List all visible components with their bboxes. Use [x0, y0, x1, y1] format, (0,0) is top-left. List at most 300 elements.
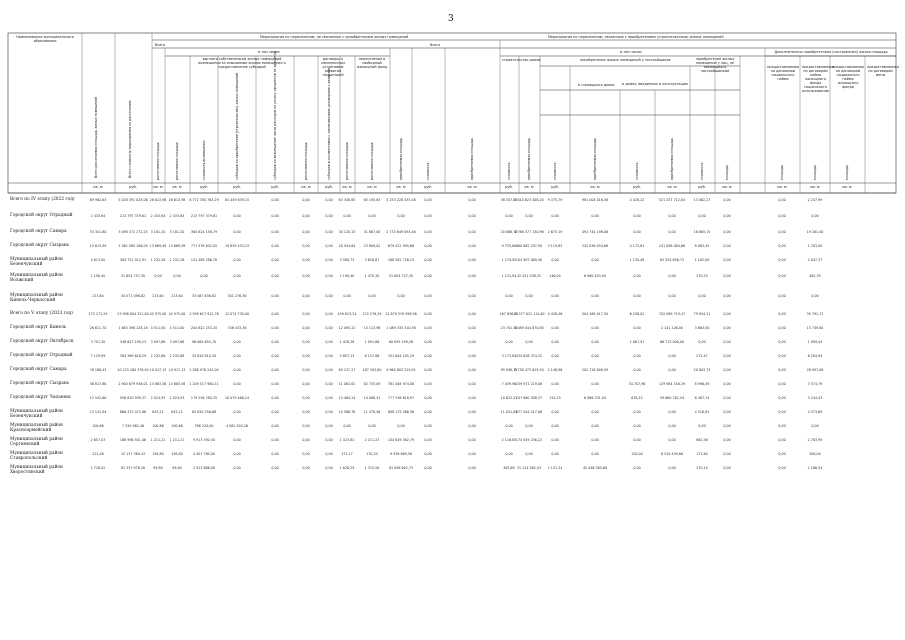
vertical-header: площадь: [780, 164, 784, 180]
table-cell: 0,00: [468, 382, 476, 386]
table-cell: 4 511,00: [150, 326, 166, 330]
table-cell: 0,00: [525, 294, 533, 298]
table-cell: 82 753,09: [363, 382, 381, 386]
vertical-header: расселяемая площадь: [345, 142, 349, 180]
table-cell: 0,00: [723, 312, 731, 316]
unit-cell: кв. м: [93, 185, 103, 189]
table-cell: 0,00: [233, 438, 241, 442]
table-cell: 100,66: [152, 424, 164, 428]
table-cell: 862,56: [696, 438, 708, 442]
table-cell: 0,00: [778, 258, 786, 262]
table-cell: 0,00: [368, 214, 376, 218]
table-cell: 679 422 995,66: [387, 244, 415, 248]
table-cell: 38 557,82: [500, 198, 518, 202]
header-in-built: в строящихся домах: [578, 83, 615, 87]
header-construction: строительство домов: [502, 58, 541, 62]
vertical-header: стоимость: [507, 162, 511, 180]
table-cell: 9 964 803 229,01: [386, 368, 416, 372]
table-cell: 1 323,82: [339, 438, 355, 442]
vertical-header: стоимость: [426, 162, 430, 180]
table-cell: 10 566,78: [338, 410, 356, 414]
table-cell: 0,00: [468, 368, 476, 372]
unit-cell: кв. м: [590, 185, 600, 189]
table-cell: 242 836 054,66: [581, 244, 609, 248]
unit-cell: кв. м: [367, 185, 377, 189]
page-number: 3: [448, 14, 454, 24]
row-label: Городской округ Чапаевск: [10, 395, 71, 400]
table-cell: 1 726,02: [90, 466, 106, 470]
vertical-header: площадь: [845, 164, 849, 180]
table-cell: 0,00: [325, 466, 333, 470]
table-cell: 10 917,13: [168, 368, 186, 372]
table-cell: 213 797 379,61: [190, 214, 218, 218]
table-cell: 459 613,24: [337, 312, 357, 316]
table-cell: 0,00: [468, 466, 476, 470]
table-cell: 0,00: [778, 214, 786, 218]
table-cell: 0,00: [633, 294, 641, 298]
table-cell: 2 148,98: [547, 368, 563, 372]
table-cell: 1 209 517 980,11: [189, 382, 219, 386]
table-cell: 643,21: [152, 410, 164, 414]
table-cell: 0,00: [468, 312, 476, 316]
table-cell: 124,25: [549, 396, 561, 400]
table-cell: 0,00: [778, 326, 786, 330]
table-cell: 0,00: [271, 354, 279, 358]
table-cell: 0,00: [778, 410, 786, 414]
table-cell: 0,00: [723, 294, 731, 298]
table-cell: 8 510 439,86: [660, 452, 684, 456]
table-cell: 12 074 730,00: [224, 312, 250, 316]
unit-cell: кв. м: [467, 185, 477, 189]
header-group-not-related: Мероприятия по переселению, не связанные с приобретением жилых помещений: [260, 35, 409, 39]
table-cell: 42 975,00: [149, 312, 167, 316]
table-cell: 213,64: [92, 294, 104, 298]
table-cell: 0,00: [723, 354, 731, 358]
table-cell: 0,00: [811, 294, 819, 298]
table-cell: 171,64: [696, 452, 708, 456]
table-cell: 33 487 638,82: [191, 294, 217, 298]
row-label: Муниципальный район Кинель-Черкасский: [10, 293, 63, 303]
table-cell: 0,00: [633, 368, 641, 372]
table-cell: 3 097,66: [169, 340, 185, 344]
table-cell: 170,34: [366, 452, 378, 456]
table-cell: 877 444 417,06: [515, 410, 543, 414]
table-cell: 0,00: [233, 340, 241, 344]
table-cell: 808 175 266,56: [387, 410, 415, 414]
table-cell: 84 459 639,15: [224, 198, 250, 202]
table-cell: 79 954,11: [693, 312, 711, 316]
table-cell: 51 654 757,30: [388, 274, 414, 278]
table-cell: 0,00: [591, 438, 599, 442]
table-cell: 0,00: [325, 396, 333, 400]
unit-cell: руб.: [200, 185, 208, 189]
header-add-other: предоставляемая по договорам найма жилищного фонда социального использования: [802, 65, 834, 93]
row-label: Городской округ Сызрань: [10, 243, 70, 248]
table-cell: 0,00: [424, 354, 432, 358]
unit-cell: кв. м: [777, 185, 787, 189]
table-cell: 0,00: [633, 410, 641, 414]
table-cell: 4 428,46: [547, 312, 563, 316]
table-cell: 0,00: [325, 198, 333, 202]
table-cell: 0,00: [723, 382, 731, 386]
table-cell: 3 098 472 272,25: [118, 230, 148, 234]
vertical-header: приобретаемая площадь: [670, 137, 674, 180]
table-cell: 3 119,82: [547, 244, 563, 248]
table-cell: 4 516,81: [694, 410, 710, 414]
table-cell: 0,00: [633, 354, 641, 358]
table-cell: 0,00: [233, 466, 241, 470]
table-cell: 18 685,15: [693, 230, 711, 234]
table-cell: 0,00: [325, 340, 333, 344]
table-cell: 384 369 616,29: [119, 354, 147, 358]
table-cell: 0,00: [723, 340, 731, 344]
vertical-header: стоимость возмещения: [202, 140, 206, 180]
table-cell: 0,00: [302, 396, 310, 400]
vertical-header: приобретаемая площадь: [470, 137, 474, 180]
table-cell: 1 703,00: [807, 244, 823, 248]
table-cell: 0,00: [233, 230, 241, 234]
table-cell: 0,00: [698, 294, 706, 298]
table-cell: 0,00: [302, 424, 310, 428]
table-cell: 0,00: [591, 452, 599, 456]
table-cell: 0,00: [468, 396, 476, 400]
table-cell: 39 791,17: [806, 312, 824, 316]
table-cell: 15 542,60: [89, 396, 107, 400]
table-cell: 0,00: [302, 294, 310, 298]
table-cell: 0,00: [723, 452, 731, 456]
table-cell: 0,00: [424, 274, 432, 278]
table-cell: 348 627 199,23: [119, 340, 147, 344]
table-cell: 0,00: [271, 466, 279, 470]
table-cell: 8 083,45: [694, 244, 710, 248]
table-cell: 0,00: [778, 294, 786, 298]
table-cell: 28 997,06: [806, 368, 824, 372]
table-cell: 13 062,27: [693, 198, 711, 202]
table-cell: 0,00: [723, 230, 731, 234]
table-cell: 0,00: [271, 368, 279, 372]
table-cell: 171,17: [341, 452, 353, 456]
table-cell: 3 574,79: [807, 382, 823, 386]
table-cell: 0,00: [271, 198, 279, 202]
unit-cell: кв. м: [810, 185, 820, 189]
table-cell: 2 675,19: [547, 230, 563, 234]
table-cell: 0,00: [397, 294, 405, 298]
table-cell: 0,00: [325, 258, 333, 262]
table-cell: 13 883,56: [149, 382, 167, 386]
table-cell: 11 082,61: [338, 382, 356, 386]
table-cell: 6 986 331,04: [583, 396, 607, 400]
table-cell: 30 120,15: [338, 230, 356, 234]
table-cell: 0,00: [468, 294, 476, 298]
table-cell: 0,00: [591, 424, 599, 428]
table-cell: 186 996 501,06: [119, 438, 147, 442]
table-cell: 65 137,27: [338, 368, 356, 372]
table-cell: 100,66: [171, 424, 183, 428]
table-cell: 20 944,64: [338, 244, 356, 248]
table-cell: 0,00: [271, 396, 279, 400]
table-cell: 9 375,79: [547, 198, 563, 202]
table-cell: 241 856 084,66: [658, 244, 686, 248]
table-cell: 23 998 804 321,00: [117, 312, 149, 316]
table-cell: 0,00: [633, 230, 641, 234]
table-cell: 0,00: [778, 368, 786, 372]
table-cell: 0,00: [325, 294, 333, 298]
table-cell: 0,00: [271, 326, 279, 330]
row-label: Муниципальный район Красноармейский: [10, 423, 63, 433]
table-cell: 0,00: [468, 326, 476, 330]
unit-cell: руб.: [551, 185, 559, 189]
table-cell: 2 116,85: [501, 438, 517, 442]
table-cell: 0,00: [468, 438, 476, 442]
table-cell: 0,00: [811, 424, 819, 428]
table-cell: 0,00: [723, 368, 731, 372]
table-cell: 0,00: [424, 382, 432, 386]
table-cell: 213,64: [171, 294, 183, 298]
table-cell: 0,00: [723, 326, 731, 330]
table-cell: 104 907 069,40: [515, 258, 543, 262]
table-cell: 167 836,31: [499, 312, 519, 316]
row-label: Всего по V этапу (2023 год): [10, 311, 73, 316]
unit-cell: руб.: [633, 185, 641, 189]
table-cell: 6 236,02: [629, 312, 645, 316]
vertical-header: расселяемая площадь: [370, 142, 374, 180]
table-cell: 0,00: [271, 424, 279, 428]
table-cell: 1 315,56: [364, 466, 380, 470]
table-cell: 1 190,40: [339, 274, 355, 278]
table-cell: 0,00: [397, 424, 405, 428]
table-cell: 11 470,46: [363, 410, 381, 414]
unit-cell: кв. м: [842, 185, 852, 189]
header-in-that-number-1: в том числе:: [258, 50, 281, 54]
table-cell: 0,00: [723, 214, 731, 218]
table-cell: 0,00: [233, 410, 241, 414]
table-cell: 0,00: [424, 214, 432, 218]
table-cell: 1 089 335 310,58: [386, 326, 416, 330]
table-cell: 2 783,99: [807, 438, 823, 442]
unit-cell: руб.: [698, 185, 706, 189]
table-cell: 0,00: [302, 340, 310, 344]
table-cell: 26 611,70: [89, 326, 107, 330]
table-cell: 0,00: [343, 294, 351, 298]
table-cell: 213 797 379,61: [119, 214, 147, 218]
table-cell: 0,00: [778, 424, 786, 428]
table-cell: 5 897,13: [339, 354, 355, 358]
table-cell: 0,00: [505, 214, 513, 218]
table-cell: 23 741,38: [500, 326, 518, 330]
table-cell: 0,00: [591, 410, 599, 414]
header-add-fund: предоставляемая по договорам социального найма жилищного фонда: [832, 65, 864, 89]
table-cell: 0,00: [302, 326, 310, 330]
table-cell: 1 232,28: [169, 258, 185, 262]
table-cell: 273 171,29: [88, 312, 108, 316]
table-cell: 0,00: [154, 274, 162, 278]
table-cell: 0,00: [778, 244, 786, 248]
table-cell: 0,00: [424, 424, 432, 428]
table-cell: 2 089 044 870,80: [514, 326, 544, 330]
vertical-header: стоимость: [635, 162, 639, 180]
table-cell: 6 960 443,04: [583, 274, 607, 278]
table-cell: 660 882 297,90: [515, 244, 543, 248]
table-cell: 0,00: [302, 274, 310, 278]
table-cell: 13 749,80: [806, 326, 824, 330]
vertical-header: субсидии в соответствии с заключенными договорами о развитии: [327, 67, 331, 180]
table-cell: 2 232,86: [150, 354, 166, 358]
table-cell: 1 683 398 128,18: [118, 326, 148, 330]
table-cell: 0,00: [325, 274, 333, 278]
table-cell: 0,00: [325, 244, 333, 248]
table-cell: 0,00: [468, 244, 476, 248]
table-cell: 81 337 976,26: [120, 466, 146, 470]
table-cell: 2 733 649 094,46: [386, 230, 416, 234]
table-cell: 0,00: [302, 410, 310, 414]
table-cell: 0,00: [525, 424, 533, 428]
table-cell: 0,00: [668, 230, 676, 234]
table-cell: 0,00: [778, 452, 786, 456]
table-cell: 1 766 377 150,96: [514, 230, 544, 234]
table-cell: 0,00: [551, 424, 559, 428]
table-cell: 129 984 316,29: [658, 382, 686, 386]
table-cell: 0,00: [778, 274, 786, 278]
unit-cell: руб.: [424, 185, 432, 189]
table-cell: 0,00: [424, 326, 432, 330]
table-cell: 1 211,21: [169, 438, 185, 442]
table-cell: 0,00: [368, 294, 376, 298]
table-cell: 0,00: [271, 274, 279, 278]
table-cell: 63 050 356,68: [191, 410, 217, 414]
table-cell: 146,04: [549, 274, 561, 278]
table-cell: 0,00: [302, 438, 310, 442]
table-cell: 0,00: [591, 294, 599, 298]
table-cell: 0,00: [505, 452, 513, 456]
row-label: Городской округ Самара: [10, 229, 67, 234]
table-cell: 0,00: [505, 340, 513, 344]
unit-cell: кв. м: [342, 185, 352, 189]
table-cell: 1 211,21: [150, 438, 166, 442]
table-cell: 10 917,13: [149, 368, 167, 372]
table-cell: 213,64: [152, 294, 164, 298]
unit-cell: руб.: [325, 185, 333, 189]
unit-cell: руб.: [233, 185, 241, 189]
table-cell: 3 173,84: [501, 354, 517, 358]
table-cell: 7 330 962,46: [121, 424, 145, 428]
table-cell: 8 996,49: [694, 382, 710, 386]
vertical-header: приобретаемая площадь: [527, 137, 531, 180]
table-cell: 0,00: [271, 438, 279, 442]
table-cell: 491 744 196,06: [581, 230, 609, 234]
table-cell: 3 663,00: [694, 326, 710, 330]
table-cell: 0,00: [325, 230, 333, 234]
table-cell: 13 669,99: [168, 244, 186, 248]
table-cell: 0,00: [505, 294, 513, 298]
table-cell: 0,00: [551, 326, 559, 330]
table-cell: 42 975,00: [168, 312, 186, 316]
table-cell: 65 195,63: [363, 198, 381, 202]
table-cell: 2 657,03: [90, 438, 106, 442]
table-cell: 0,00: [468, 410, 476, 414]
table-cell: 36 617,88: [89, 382, 107, 386]
table-cell: 0,00: [325, 368, 333, 372]
table-cell: 0,00: [343, 214, 351, 218]
table-cell: 0,00: [551, 354, 559, 358]
table-cell: 0,00: [723, 424, 731, 428]
table-cell: 0,00: [468, 340, 476, 344]
table-cell: 0,00: [591, 340, 599, 344]
header-total-cost: Всего стоимость мероприятия по расселению: [128, 100, 132, 178]
table-cell: 1 190,40: [90, 274, 106, 278]
table-cell: 786 220,00: [194, 424, 214, 428]
table-cell: 3 810 623 408,20: [514, 198, 544, 202]
table-cell: 66 713 000,00: [659, 340, 685, 344]
table-cell: 81 096 602,73: [388, 466, 414, 470]
table-cell: 15 137 360,43: [120, 452, 146, 456]
table-cell: 1 232,28: [150, 258, 166, 262]
table-cell: 1 130,48: [629, 258, 645, 262]
table-cell: 187 303,80: [362, 368, 382, 372]
table-cell: 20 803,73: [693, 368, 711, 372]
table-cell: 7 129,99: [90, 354, 106, 358]
table-cell: 706 433,38: [227, 326, 247, 330]
unit-cell: кв. м: [667, 185, 677, 189]
table-cell: 0,00: [271, 410, 279, 414]
row-label: Городской округ Сызрань: [10, 381, 70, 386]
row-label: Муниципальный район Безенчукский: [10, 257, 63, 267]
table-cell: 0,00: [591, 326, 599, 330]
unit-cell: кв. м: [396, 185, 406, 189]
table-cell: 521 257 712,84: [658, 198, 686, 202]
table-cell: 1 470,30: [364, 274, 380, 278]
table-cell: 0,00: [233, 354, 241, 358]
table-cell: 1 091,66: [364, 340, 380, 344]
table-cell: 0,00: [698, 340, 706, 344]
table-cell: 1 131,94: [501, 274, 517, 278]
table-cell: 0,00: [302, 312, 310, 316]
table-cell: 3 097,66: [150, 340, 166, 344]
table-cell: 0,00: [468, 198, 476, 202]
table-cell: 0,00: [424, 452, 432, 456]
table-cell: 2 913 886,00: [192, 466, 216, 470]
table-cell: 8 772 350 764,29: [189, 198, 219, 202]
table-cell: 0,00: [468, 424, 476, 428]
table-cell: 60 095 199,26: [388, 340, 414, 344]
table-cell: 272 276,29: [362, 312, 382, 316]
table-cell: 239 971 219,06: [515, 382, 543, 386]
table-cell: 747 660 308,37: [515, 396, 543, 400]
vertical-header: субсидии на приобретение (строительство) жилых помещений: [235, 72, 239, 180]
table-cell: 461,35: [809, 274, 821, 278]
table-cell: 9 735,60: [501, 244, 517, 248]
table-cell: 5 028 391 028,06: [118, 198, 148, 202]
row-label: Городской округ Кинель: [10, 325, 67, 330]
table-cell: 3 580,72: [339, 258, 355, 262]
table-cell: 777 536 618,97: [387, 396, 415, 400]
row-label: Городской округ Отрадный: [10, 213, 73, 218]
table-cell: 3 701,30: [90, 340, 106, 344]
table-cell: 2 047,37: [807, 258, 823, 262]
table-cell: 0,00: [551, 438, 559, 442]
table-cell: 8 736 473 829,50: [514, 368, 544, 372]
vertical-header: стоимость: [700, 162, 704, 180]
table-cell: 0,00: [633, 466, 641, 470]
header-free-fund: переселение в свободный жилищный фонд: [356, 57, 388, 69]
table-cell: 0,00: [271, 452, 279, 456]
table-cell: 0,00: [551, 258, 559, 262]
vertical-header: площадь: [813, 164, 817, 180]
table-cell: 300,00: [809, 452, 821, 456]
table-cell: 0,00: [302, 258, 310, 262]
table-cell: 0,00: [551, 340, 559, 344]
table-cell: 370,15: [696, 466, 708, 470]
table-cell: 0,00: [633, 438, 641, 442]
